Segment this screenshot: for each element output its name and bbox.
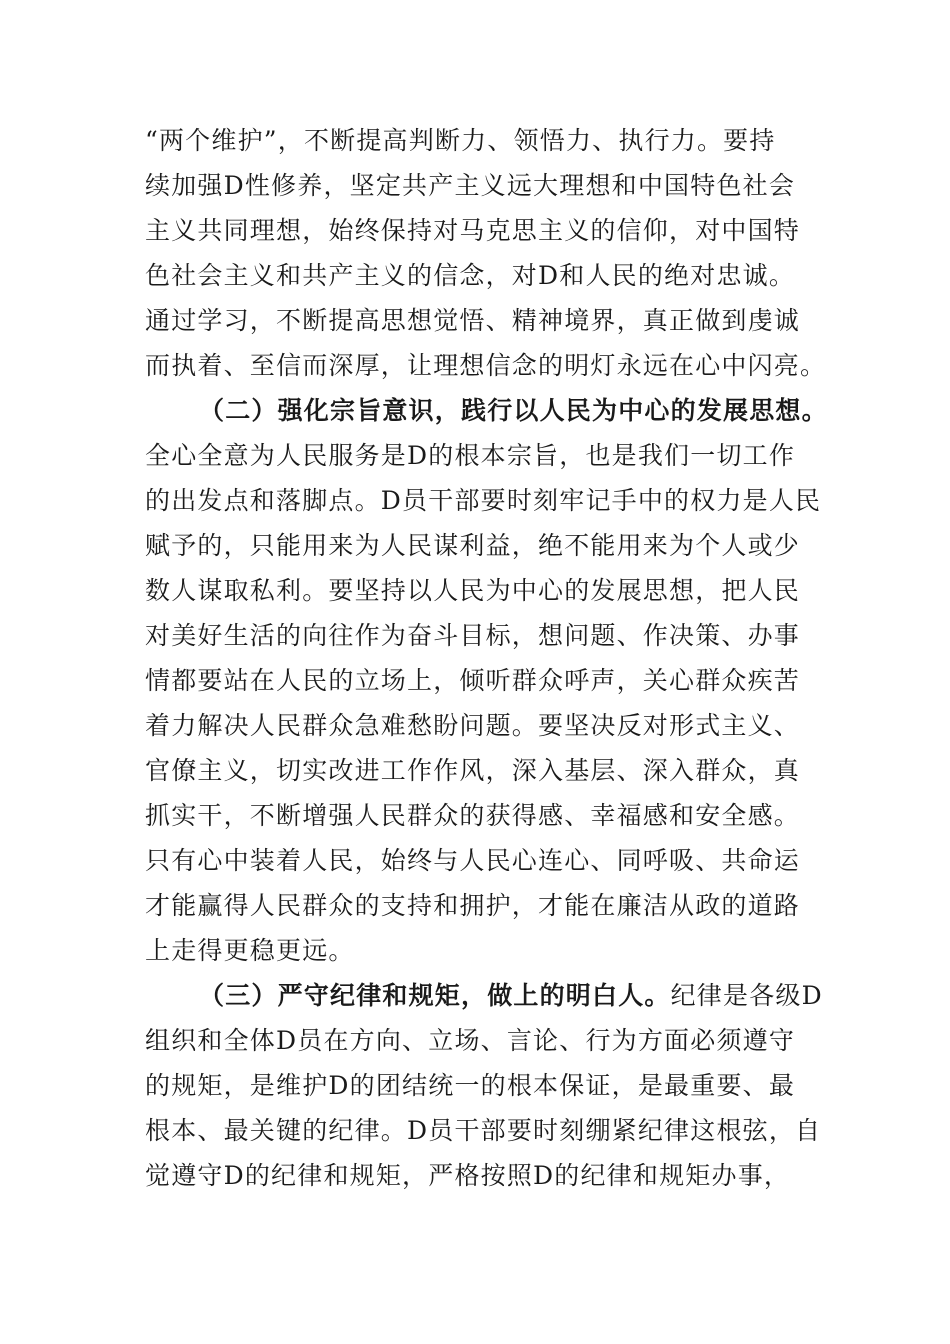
text-line: 对美好生活的向往作为奋斗目标，想问题、作决策、办事 — [145, 621, 801, 650]
text-line: 数人谋取私利。要坚持以人民为中心的发展思想，把人民 — [145, 576, 801, 605]
text-line: 主义共同理想，始终保持对马克思主义的信仰，对中国特 — [145, 216, 801, 245]
section-heading-line — [145, 388, 828, 433]
section-heading: （三）严守纪律和规矩，做上的明白人。 — [199, 981, 671, 1010]
paragraph-1 — [145, 118, 827, 388]
text-line: “两个维护”，不断提高判断力、领悟力、执行力。要持 — [145, 126, 776, 155]
text-line: 赋予的，只能用来为人民谋利益，绝不能用来为个人或少 — [145, 531, 801, 560]
section-heading: （二）强化宗旨意识，践行以人民为中心的发展思想。 — [199, 396, 828, 425]
text-line: 情都要站在人民的立场上，倾听群众呼声，关心群众疾苦 — [145, 666, 801, 695]
text-line: 官僚主义，切实改进工作作风，深入基层、深入群众，真 — [145, 756, 801, 785]
text-line: 抓实干，不断增强人民群众的获得感、幸福感和安全感。 — [145, 801, 801, 830]
document-body — [145, 118, 828, 1198]
text-line: 觉遵守D的纪律和规矩，严格按照D的纪律和规矩办事， — [145, 1161, 791, 1190]
text-line: 通过学习，不断提高思想觉悟、精神境界，真正做到虔诚 — [145, 306, 801, 335]
section-heading-line — [145, 973, 823, 1018]
text-line: 的出发点和落脚点。D员干部要时刻牢记手中的权力是人民 — [145, 486, 822, 515]
text-line: 续加强D性修养，坚定共产主义远大理想和中国特色社会 — [145, 171, 796, 200]
paragraph-3 — [145, 973, 823, 1198]
text-line: 的规矩，是维护D的团结统一的根本保证，是最重要、最 — [145, 1071, 796, 1100]
text-line: 色社会主义和共产主义的信念，对D和人民的绝对忠诚。 — [145, 261, 796, 290]
text-line: 才能赢得人民群众的支持和拥护，才能在廉洁从政的道路 — [145, 891, 801, 920]
text-run: 纪律是各级D — [670, 981, 823, 1010]
text-line: 着力解决人民群众急难愁盼问题。要坚决反对形式主义、 — [145, 711, 801, 740]
text-line: 组织和全体D员在方向、立场、言论、行为方面必须遵守 — [145, 1026, 796, 1055]
text-line: 只有心中装着人民，始终与人民心连心、同呼吸、共命运 — [145, 846, 801, 875]
text-line: 根本、最关键的纪律。D员干部要时刻绷紧纪律这根弦，自 — [145, 1116, 822, 1145]
text-line: 上走得更稳更远。 — [145, 936, 355, 965]
text-line: 全心全意为人民服务是D的根本宗旨，也是我们一切工作 — [145, 441, 796, 470]
text-line: 而执着、至信而深厚，让理想信念的明灯永远在心中闪亮。 — [145, 351, 827, 380]
paragraph-2 — [145, 388, 828, 973]
